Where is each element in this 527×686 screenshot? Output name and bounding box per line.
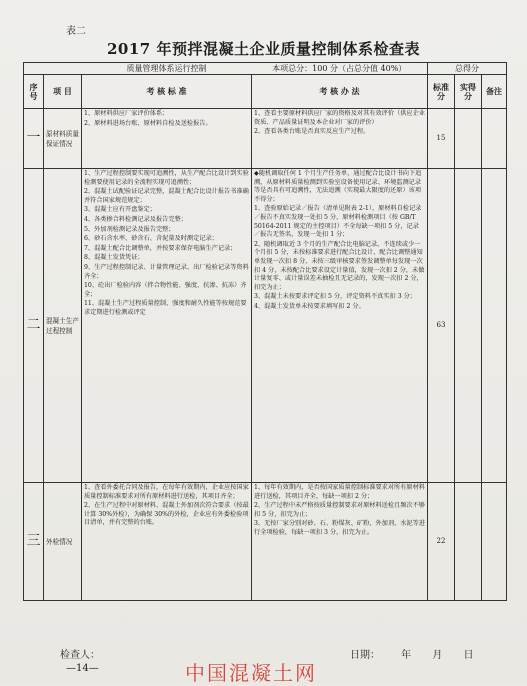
row-seq: 二 [24, 169, 44, 483]
row-remark [482, 169, 507, 483]
header-standard: 考 核 标 准 [82, 75, 252, 109]
standard-item: 8、混凝土发货凭证； [84, 254, 144, 262]
table-label: 表二 [66, 26, 86, 37]
header-std-score: 标准分 [428, 75, 455, 109]
row-method [252, 483, 428, 601]
column-header-row [24, 75, 507, 109]
page-number: —14— [66, 663, 99, 674]
section-name: 质量管理体系运行控制 [82, 63, 252, 75]
table-row [24, 169, 507, 483]
method-item: ◆随机调取任何 1 个月生产任务单，通过配合比设计书向下追溯，从原材料质量检测到实验室设备使用记录、环境监测记录等是否具有可追溯性，无法追溯（实现最大限度的还原）该项不得分； [254, 170, 422, 203]
method-item: 3、无按厂家分别对砂、石、粉煤灰、矿粉、外加剂、水泥等进行全项检验，每缺一项扣 3 分，扣完为止。 [254, 520, 425, 536]
watermark: 中国混凝土网 [185, 661, 317, 685]
standard-item: 11、混凝土生产过程质量控制、强度和耐久性能等按规范要求定期进行检测或评定 [84, 300, 247, 316]
row-std-score: 63 [428, 169, 455, 483]
standard-item: 4、各类掺合料检测记录及报告完整； [84, 215, 187, 223]
row-remark [482, 109, 507, 169]
row-method [252, 169, 428, 483]
date-label: 日期： 年 月 日 [350, 650, 474, 661]
row-actual-score [455, 169, 482, 483]
method-item: 1、查看主要原材料供应厂家的资格及对其有效评价（供应企业资质、产品质量证明及本企业对厂家的评价） [254, 110, 425, 126]
standard-item: 2、在生产过程中对原材料、混凝土外加剂次符合要求（按最计算 30%外检），为确保 30%的外检，企业应有外委检验项目清单，并有完整的台账。 [84, 502, 249, 527]
row-std-score: 15 [428, 109, 455, 169]
row-project: 外检情况 [44, 483, 82, 601]
row-method [252, 109, 428, 169]
header-remark: 备注 [482, 75, 507, 109]
table-row [24, 109, 507, 169]
row-project: 混凝土生产过程控制 [44, 169, 82, 483]
row-remark [482, 483, 507, 601]
standard-item: 7、混凝土配合比调整单，并按要求保存电脑生产记录； [84, 244, 237, 252]
document-title: 2017 年预拌混凝土企业质量控制体系检查表 [107, 40, 420, 58]
standard-item: 10、砼出厂检验内容（拌合物性能、强度、抗渗、抗冻）齐全； [84, 282, 247, 298]
row-seq: 一 [24, 109, 44, 169]
method-item: 2、生产过程中未严格按质量控制要求对原材料送检且频次不够扣 5 分，扣完为止； [254, 502, 425, 518]
standard-item: 1、生产过程控制要实现可追溯性，从生产配合比设计到实验检测要使用记录的全流程实现可追溯性； [84, 170, 249, 186]
method-item: 2、随机调取近 3 个月的生产配合比电脑记录，不连续或少一个月扣 5 分，未按标准要求进行配合比设计、配合比调整通知单发现一次扣 8 分，未按三级审核要求签发调整单每发现一次扣 4 分，未按配合比要求设定计量值，发现一次扣 2 分，未做计量复零、或计量误差未抽检且无记录的，发现一次扣 2 分，扣完为止； [254, 240, 425, 291]
row-std-score: 22 [428, 483, 455, 601]
method-item: 4、混凝土发货单未按要求填写扣 2 分。 [254, 302, 365, 310]
header-seq: 序号 [24, 75, 44, 109]
row-standard [82, 483, 252, 601]
section-header-row [24, 63, 507, 75]
section-score: 本项总分：100 分（占总分值 40%） [252, 63, 428, 75]
standard-item: 1、原材料供应厂家评价体系； [84, 110, 169, 117]
method-item: 3、混凝土未按要求评定扣 5 分，评定资料不真实扣 3 分； [254, 293, 416, 301]
row-seq: 三 [24, 483, 44, 601]
header-actual-score: 实得分 [455, 75, 482, 109]
section-blank [24, 63, 82, 75]
standard-item: 5、外加剂检测记录及报告完整； [84, 225, 175, 233]
total-score-label: 总得分 [428, 63, 507, 75]
standard-item: 2、混凝土试配验证记录完整，混凝土配合比设计报告书准确并符合国家规范规定； [84, 188, 249, 204]
standard-item: 9、生产过程控制记录、计量管理记录、出厂检验记录等资料齐全； [84, 263, 249, 280]
table-row [24, 483, 507, 601]
row-standard [82, 109, 252, 169]
row-actual-score [455, 109, 482, 169]
inspector-label: 检查人： [60, 650, 100, 661]
header-method: 考 核 办 法 [252, 75, 428, 109]
inspection-table [23, 62, 507, 601]
method-item: 1、每年有效期内，是否按国家质量控制标准要求对所有原材料进行送检，其项目齐全，每缺一项扣 2 分； [254, 484, 425, 500]
header-project: 项 目 [44, 75, 82, 109]
row-project: 原材料质量保证情况 [44, 109, 82, 169]
standard-item: 1、查看外委托合同及报告，在每年有效期内，企业应按国家质量控制标准要求对所有原材料进行送检，其项目齐全； [84, 484, 249, 500]
row-actual-score [455, 483, 482, 601]
standard-item: 3、混凝土应有开盘鉴定； [84, 206, 156, 214]
row-standard [82, 169, 252, 483]
method-item: 2、查看各类台账是否真实反应生产过程。 [254, 128, 370, 136]
method-item: 1、查验原始记录／报告（清单见附表 2-1），原材料自检记录／报告不真实发现一处扣 5 分，原材料检测项目（按 GB/T 50164-2011 规定的主控项目）不全每缺一项扣 5 分，记录／报告无签名，发现一处扣 1 分； [254, 205, 422, 239]
standard-item: 6、砂石含水率、砂含石、含泥量及时测定记录； [84, 235, 218, 243]
standard-item: 2、原材料进场台账、原材料自检及送检报告。 [84, 119, 212, 127]
